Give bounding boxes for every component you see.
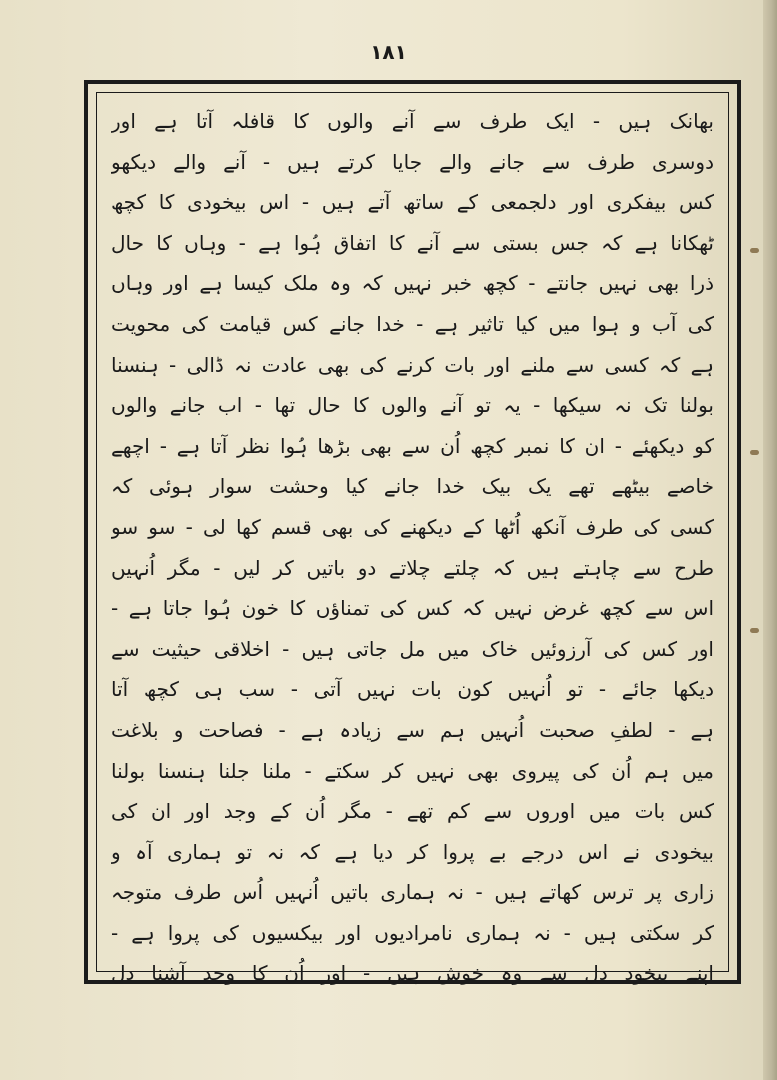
- text-body: [111, 101, 714, 994]
- binding-mark: [750, 628, 759, 633]
- text-line: طرح سے چاہتے ہیں کہ چلتے چلاتے دو باتیں کر لیں - مگر اُنہیں: [111, 555, 714, 580]
- text-line: اپنے بیخود دل سے وہ خوش ہیں - اور اُن کا وجد آشنا دل: [111, 961, 714, 986]
- text-line: بولنا تک نہ سیکھا - یہ تو آنے والوں کا حال تھا - اب جانے والوں: [111, 393, 714, 418]
- page-edge: [763, 0, 777, 1080]
- text-line: دوسری طرف سے جانے والے جایا کرتے ہیں - آنے والے دیکھو: [111, 149, 714, 174]
- text-line: کسی کی طرف آنکھ اُٹھا کے دیکھنے کی بھی قسم کھا لی - سو سو: [111, 514, 714, 539]
- binding-mark: [750, 248, 759, 253]
- text-line: اس سے کچھ غرض نہیں کہ کس کی تمناؤں کا خون ہُوا جاتا ہے -: [111, 596, 714, 621]
- text-line: ہے - لطفِ صحبت اُنہیں ہم سے زیادہ ہے - فصاحت و بلاغت: [111, 717, 714, 742]
- text-line: بھانک ہیں - ایک طرف سے آنے والوں کا قافلہ آتا ہے اور: [111, 109, 714, 133]
- text-line: کو دیکھئے - ان کا نمبر کچھ اُن سے بھی بڑھا ہُوا نظر آتا ہے - اچھے: [111, 433, 714, 458]
- text-frame: [84, 80, 741, 984]
- page-number: ۱۸۱: [370, 40, 407, 64]
- text-frame-inner: [96, 92, 729, 986]
- text-line: کس بیفکری اور دلجمعی کے ساتھ آتے ہیں - اس بیخودی کا کچھ: [111, 190, 714, 215]
- text-line: ہے کہ کسی سے ملنے اور بات کرنے کی بھی عادت نہ ڈالی - ہنسنا: [111, 352, 714, 377]
- binding-mark: [750, 450, 759, 455]
- text-line: ٹھکانا ہے کہ جس بستی سے آنے کا اتفاق ہُوا ہے - وہاں کا حال: [111, 230, 714, 255]
- text-line: کر سکتی ہیں - نہ ہماری نامرادیوں اور بیکسیوں کی پروا ہے -: [111, 920, 714, 945]
- text-line: بیخودی نے اس درجے بے پروا کر دیا ہے کہ نہ تو ہماری آہ و: [111, 839, 714, 864]
- text-line: ذرا بھی نہیں جانتے - کچھ خبر نہیں کہ وہ ملک کیسا ہے اور وہاں: [111, 271, 714, 296]
- text-line: کی آب و ہوا میں کیا تاثیر ہے - خدا جانے کس قیامت کی محویت: [111, 311, 714, 336]
- text-line: خاصے بیٹھے تھے یک بیک خدا جانے کیا وحشت سوار ہوئی کہ: [111, 474, 714, 499]
- text-line: دیکھا جائے - تو اُنہیں کون بات نہیں آتی - سب ہی کچھ آتا: [111, 677, 714, 702]
- text-line: اور کس کی آرزوئیں خاک میں مل جاتی ہیں - اخلاقی حیثیت سے: [111, 636, 714, 661]
- text-line: زاری پر ترس کھاتے ہیں - نہ ہماری باتیں اُنہیں اُس طرف متوجہ: [111, 880, 714, 905]
- text-line: میں ہم اُن کی پیروی بھی نہیں کر سکتے - ملنا جلنا ہنسنا بولنا: [111, 758, 714, 783]
- text-line: کس بات میں اوروں سے کم تھے - مگر اُن کے وجد اور ان کی: [111, 799, 714, 824]
